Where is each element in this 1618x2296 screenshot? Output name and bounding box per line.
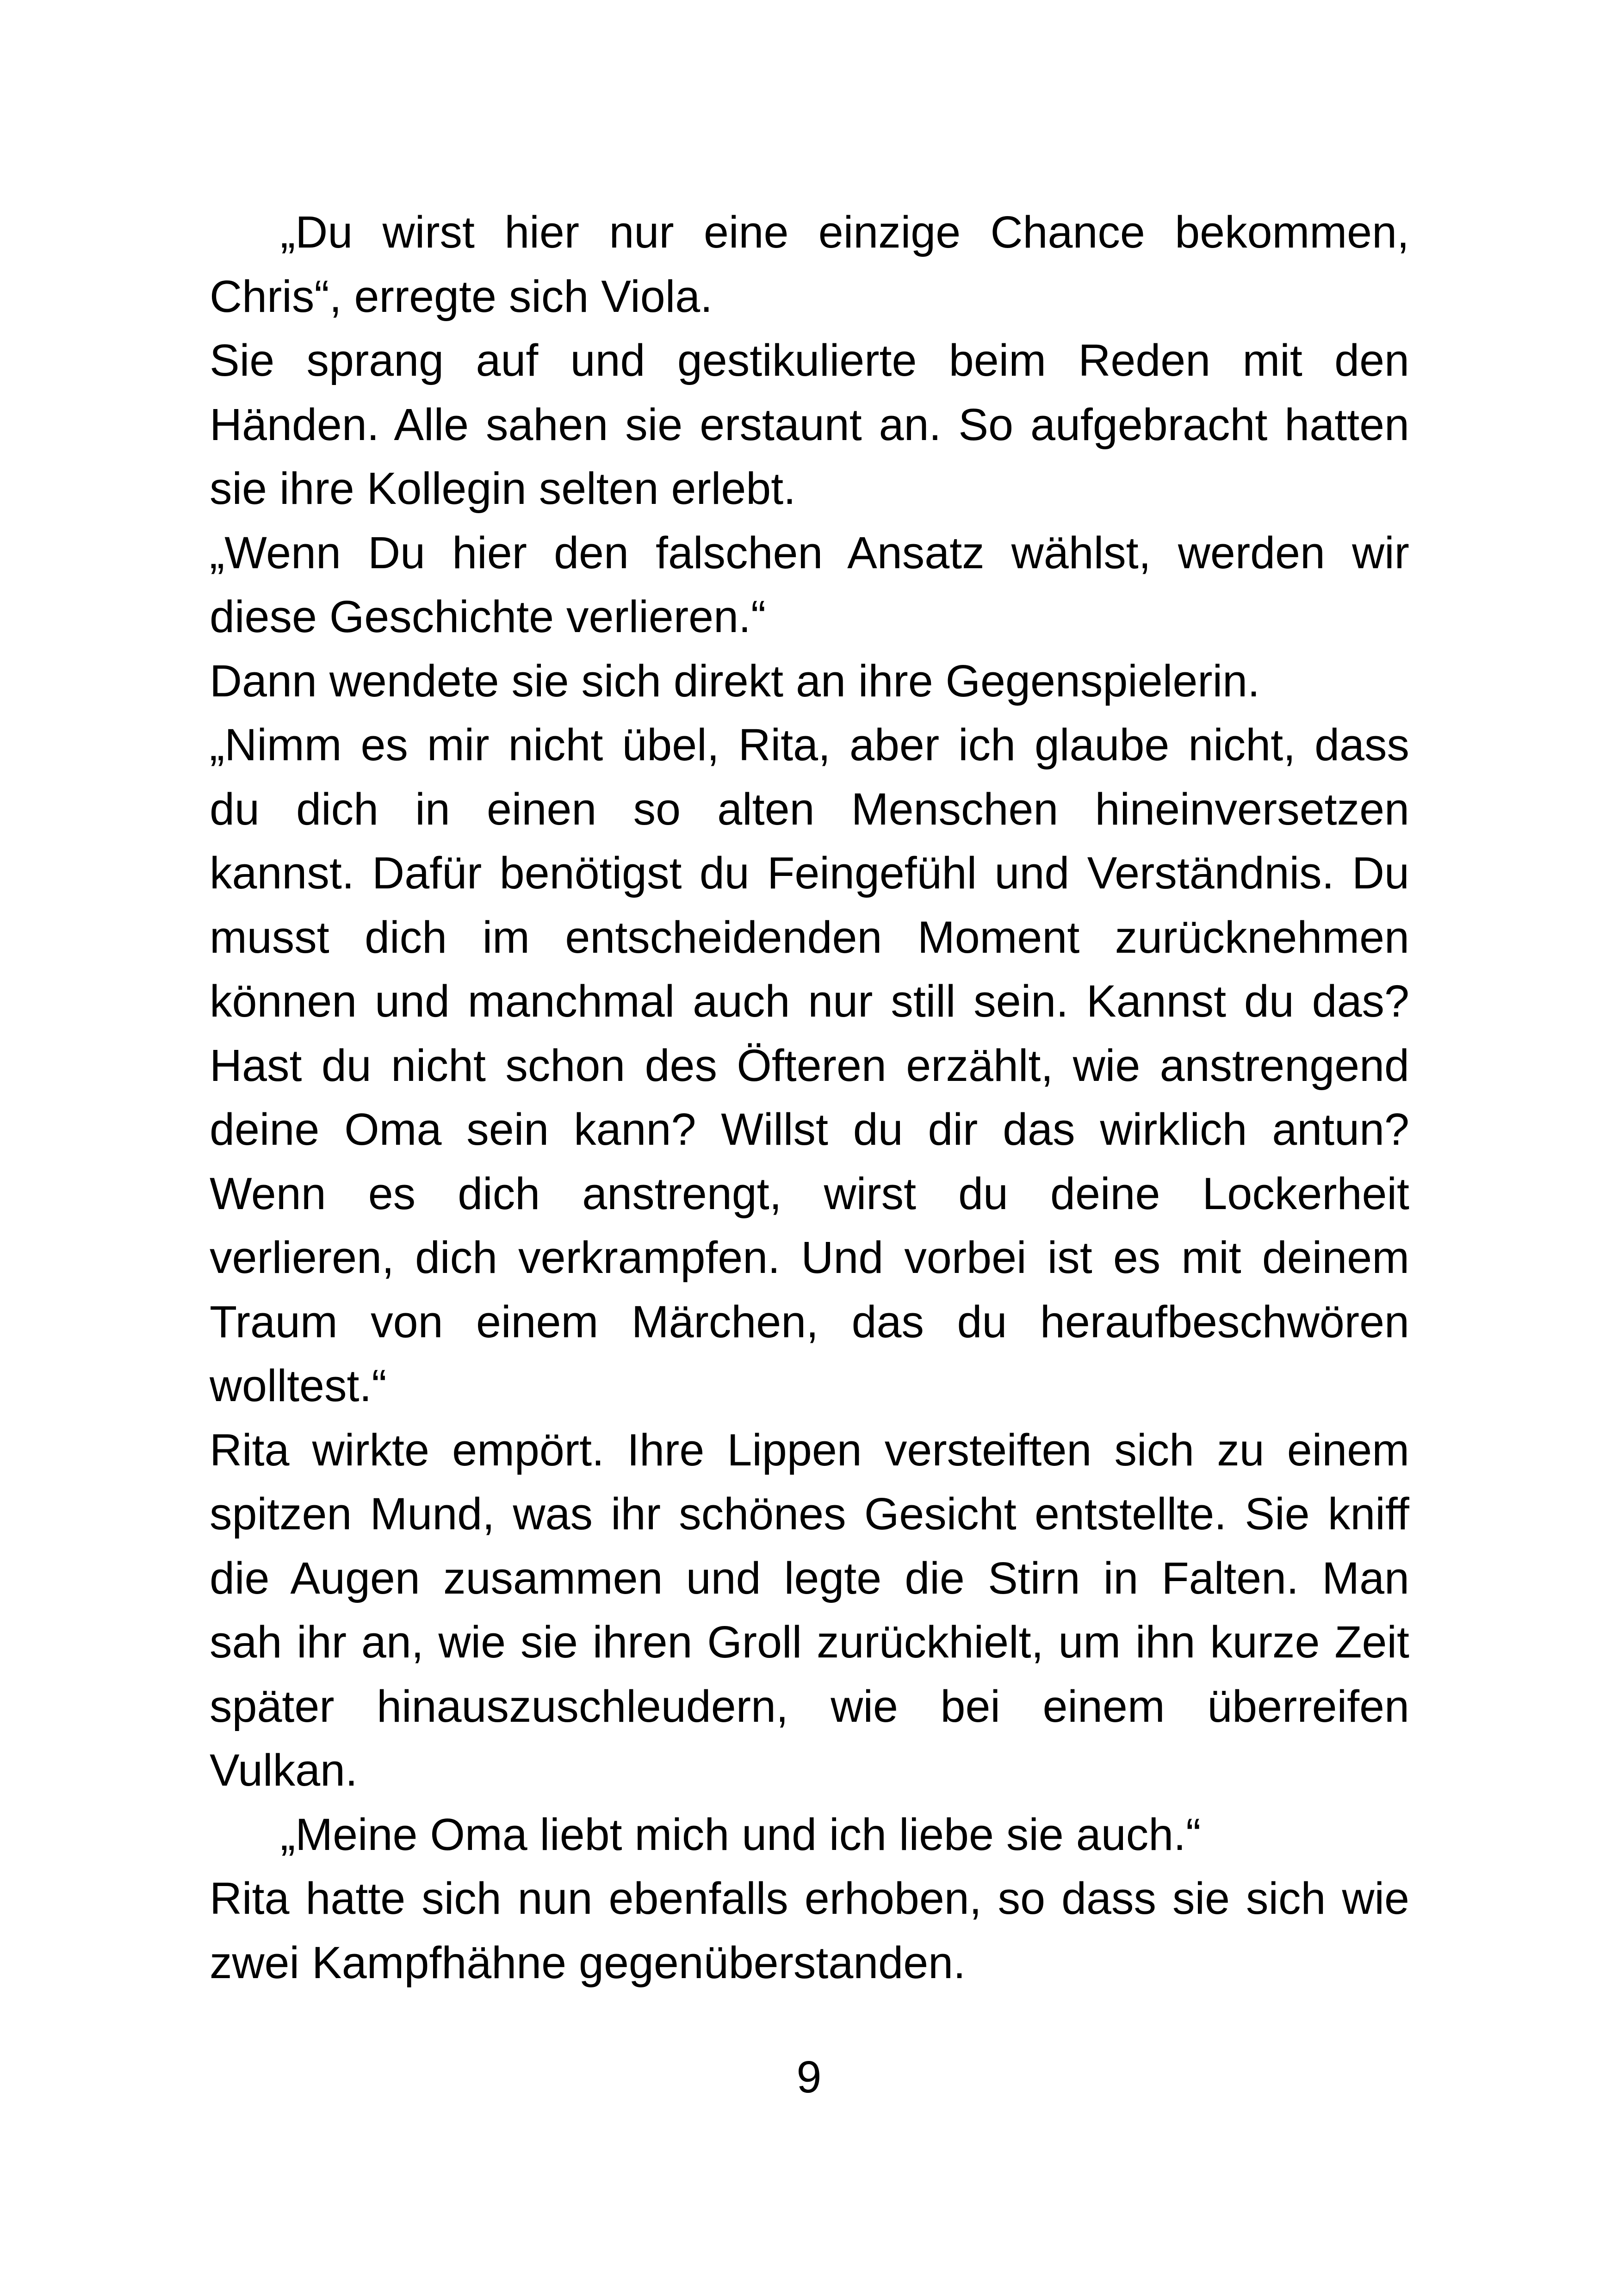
text-line: „Nimm es mir nicht übel, Rita, aber ich glaube nicht, dass — [210, 720, 1409, 770]
text-line: verlieren, dich verkrampfen. Und vorbei ist es mit deinem — [210, 1232, 1409, 1283]
text-line: Rita wirkte empört. Ihre Lippen versteiften sich zu einem — [210, 1424, 1409, 1475]
text-line: können und manchmal auch nur still sein. Kannst du das? — [210, 976, 1409, 1026]
text-line: Hast du nicht schon des Öfteren erzählt, wie anstrengend — [210, 1040, 1409, 1091]
text-line: zwei Kampfhähne gegenüberstanden. — [210, 1937, 966, 1988]
body-text — [210, 200, 1409, 1995]
text-line: sie ihre Kollegin selten erlebt. — [210, 463, 796, 514]
text-line: spitzen Mund, was ihr schönes Gesicht entstellte. Sie kniff — [210, 1489, 1409, 1539]
text-line: Dann wendete sie sich direkt an ihre Gegenspielerin. — [210, 655, 1260, 706]
text-line: sah ihr an, wie sie ihren Groll zurückhielt, um ihn kurze Zeit — [210, 1617, 1409, 1667]
text-line: „Du wirst hier nur eine einzige Chance bekommen, — [280, 207, 1409, 257]
text-line: später hinauszuschleudern, wie bei einem überreifen — [210, 1681, 1409, 1731]
text-line: musst dich im entscheidenden Moment zurücknehmen — [210, 912, 1409, 962]
text-line: Wenn es dich anstrengt, wirst du deine Lockerheit — [210, 1168, 1409, 1219]
text-line: „Wenn Du hier den falschen Ansatz wählst, werden wir — [210, 527, 1409, 578]
text-line: die Augen zusammen und legte die Stirn in Falten. Man — [210, 1552, 1409, 1603]
text-line: du dich in einen so alten Menschen hineinversetzen — [210, 783, 1409, 834]
text-line: Chris“, erregte sich Viola. — [210, 271, 713, 322]
text-line: kannst. Dafür benötigst du Feingefühl und Verständnis. Du — [210, 848, 1409, 898]
text-line: diese Geschichte verlieren.“ — [210, 591, 766, 642]
text-line: Rita hatte sich nun ebenfalls erhoben, so dass sie sich wie — [210, 1873, 1409, 1924]
text-line: Händen. Alle sahen sie erstaunt an. So aufgebracht hatten — [210, 399, 1409, 450]
page-number: 9 — [796, 2052, 822, 2102]
text-line: Vulkan. — [210, 1745, 358, 1795]
text-line: „Meine Oma liebt mich und ich liebe sie auch.“ — [280, 1809, 1201, 1860]
text-line: deine Oma sein kann? Willst du dir das wirklich antun? — [210, 1104, 1409, 1154]
text-line: Traum von einem Märchen, das du heraufbeschwören — [210, 1296, 1409, 1347]
text-line: wolltest.“ — [210, 1360, 387, 1411]
text-line: Sie sprang auf und gestikulierte beim Reden mit den — [210, 335, 1409, 385]
